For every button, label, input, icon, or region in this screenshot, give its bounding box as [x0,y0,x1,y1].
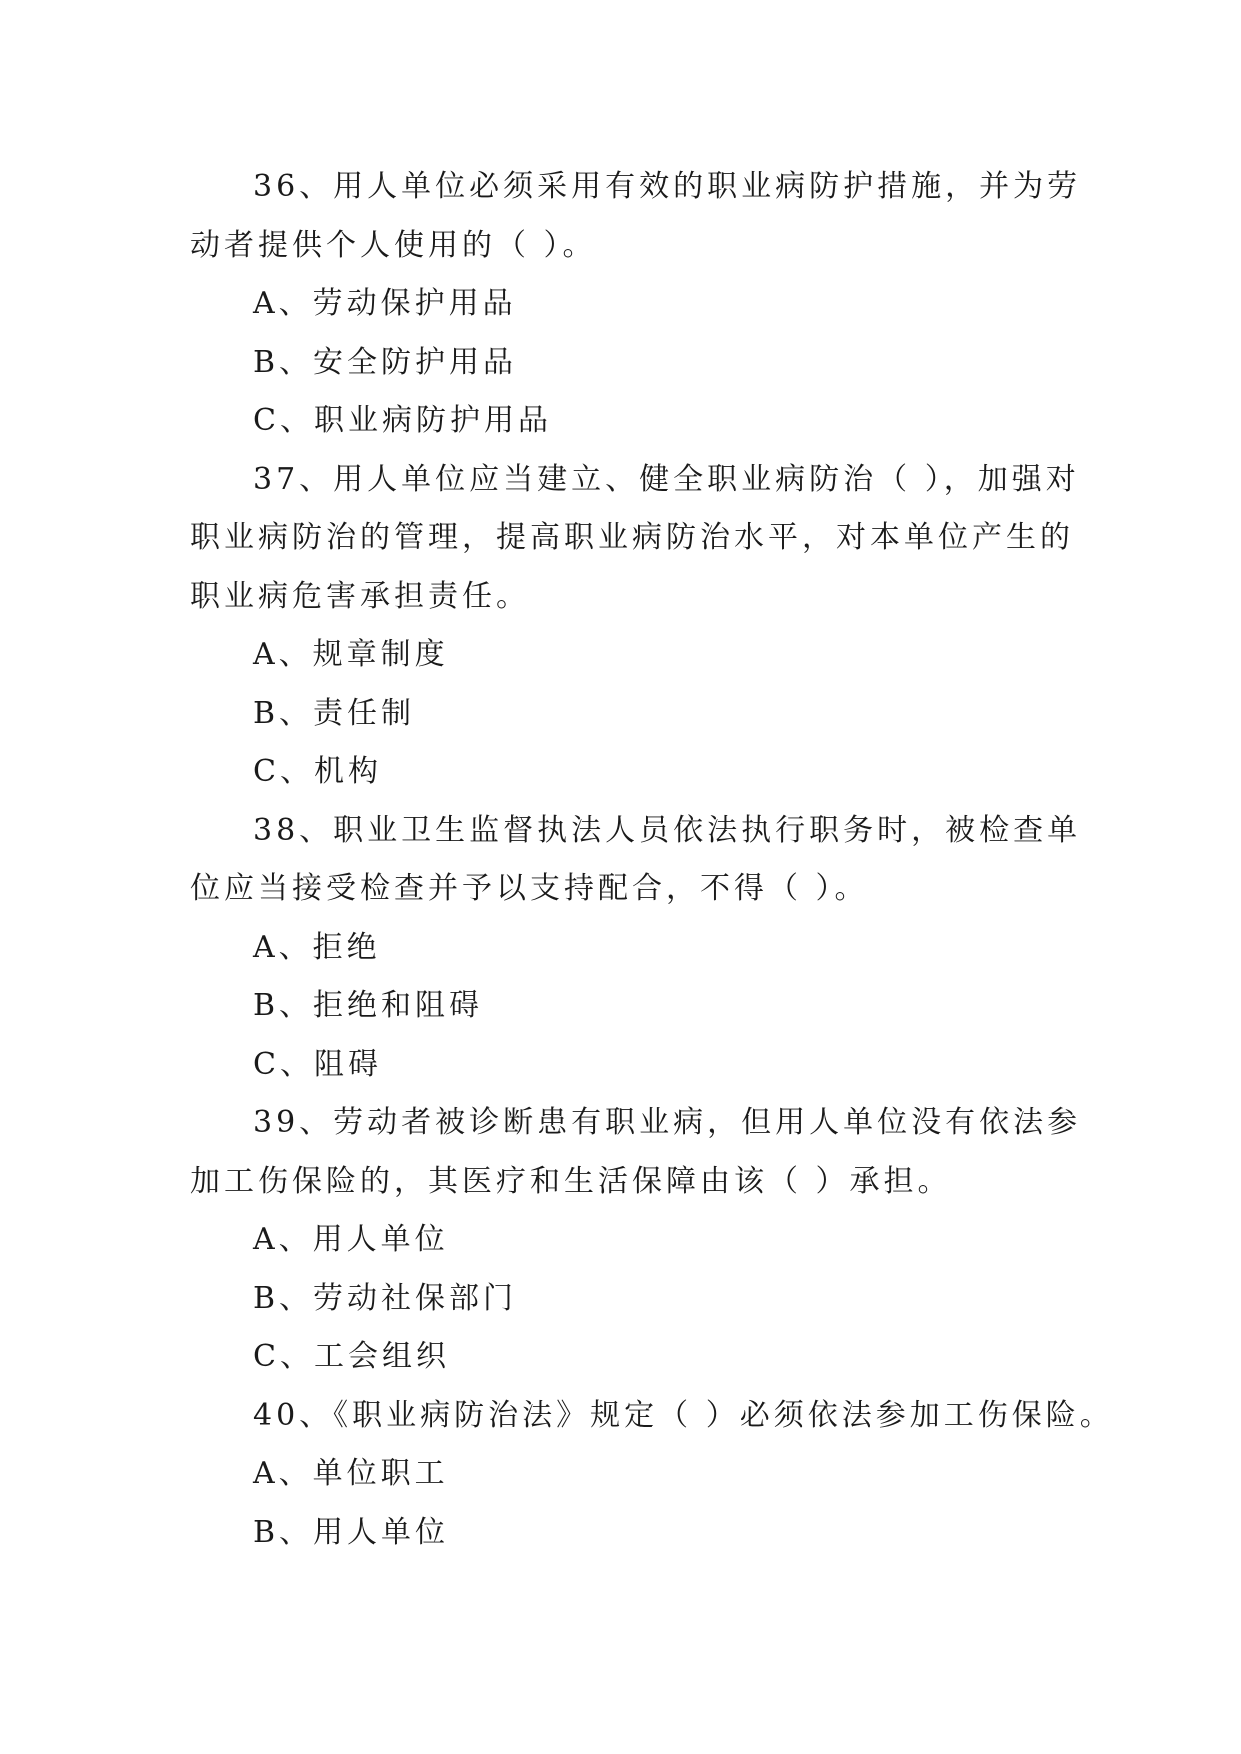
answer-option: B、用人单位 [253,1514,450,1550]
answer-option: C、工会组织 [253,1339,450,1374]
question-text: 37、用人单位应当建立、健全职业病防治（ ），加强对 [253,461,1080,497]
document-page [190,158,1114,1562]
question-text: 位应当接受检查并予以支持配合，不得（ ）。 [190,871,869,906]
answer-option: C、职业病防护用品 [253,403,552,438]
question-36 [190,158,1082,451]
question-text: 39、劳动者被诊断患有职业病，但用人单位没有依法参 [253,1105,1082,1140]
question-text: 职业病危害承担责任。 [190,578,530,614]
answer-option: B、安全防护用品 [253,344,518,380]
question-text: 职业病防治的管理，提高职业病防治水平，对本单位产生的 [190,520,1074,555]
answer-option: B、拒绝和阻碍 [253,988,484,1023]
question-text: 38、职业卫生监督执法人员依法执行职务时，被检查单 [253,812,1082,848]
question-text: 加工伤保险的，其医疗和生活保障由该（ ）承担。 [190,1163,952,1199]
answer-option: A、拒绝 [253,929,381,965]
answer-option: B、劳动社保部门 [253,1280,518,1316]
answer-option: C、机构 [253,754,382,789]
answer-option: A、劳动保护用品 [253,286,517,321]
question-39 [190,1094,1082,1387]
answer-option: A、单位职工 [253,1456,449,1491]
answer-option: C、阻碍 [253,1046,382,1082]
answer-option: A、用人单位 [253,1222,449,1257]
question-text: 36、用人单位必须采用有效的职业病防护措施，并为劳 [253,169,1082,204]
question-40 [190,1387,1114,1563]
answer-option: B、责任制 [253,695,416,731]
answer-option: A、规章制度 [253,637,449,672]
question-38 [190,802,1082,1095]
question-37 [190,451,1080,802]
question-text: 40、《职业病防治法》规定（ ）必须依法参加工伤保险。 [253,1397,1114,1433]
question-text: 动者提供个人使用的（ ）。 [190,227,597,263]
